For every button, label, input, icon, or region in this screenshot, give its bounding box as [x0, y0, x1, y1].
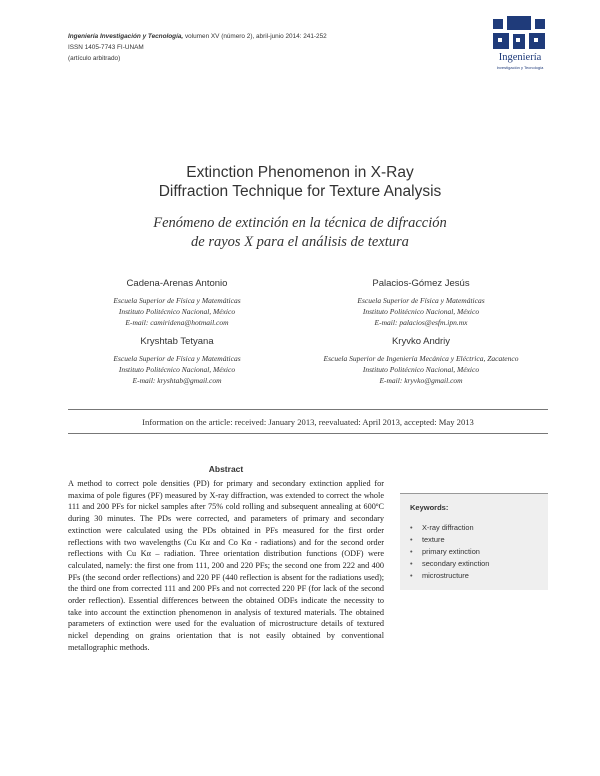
author-email: E-mail: camiridena@hotmail.com — [125, 318, 229, 327]
author-email: E-mail: kryvko@gmail.com — [379, 376, 463, 385]
author-block — [291, 278, 551, 328]
author-institution: Instituto Politécnico Nacional, México — [118, 307, 236, 316]
author-institution: Instituto Politécnico Nacional, México — [362, 365, 480, 374]
keyword-item: • primary extinction — [422, 546, 489, 558]
article-subtitle-line-2: de rayos X para el análisis de textura — [191, 234, 409, 250]
keyword-item: • secondary extinction — [422, 558, 489, 570]
abstract-heading: Abstract — [208, 464, 244, 474]
author-name: Kryshtab Tetyana — [140, 336, 214, 347]
author-block — [291, 336, 551, 386]
review-note: (artículo arbitrado) — [68, 55, 121, 62]
author-affiliation: Escuela Superior de Ingeniería Mecánica y Eléctrica, Zacatenco — [323, 354, 519, 363]
author-block — [47, 336, 307, 386]
author-name: Kryvko Andriy — [391, 336, 451, 347]
author-institution: Instituto Politécnico Nacional, México — [118, 365, 236, 374]
running-header — [68, 31, 327, 64]
article-subtitle-line-1: Fenómeno de extinción en la técnica de difracción — [153, 215, 447, 231]
keyword-item: • microstructure — [422, 570, 489, 582]
author-affiliation: Escuela Superior de Física y Matemáticas — [357, 296, 485, 305]
journal-issue: volumen XV (número 2), abril-junio 2014: 241-252 — [183, 33, 327, 40]
journal-name: Ingeniería Investigación y Tecnología, — [68, 33, 184, 40]
journal-citation — [68, 31, 327, 42]
article-title-line-1: Extinction Phenomenon in X-Ray — [186, 164, 414, 181]
keywords-box — [400, 493, 548, 590]
article-info: Information on the article: received: January 2013, reevaluated: April 2013, accepted: May 2013 — [142, 417, 474, 427]
logo-tagline: Investigación y Tecnología — [496, 65, 544, 70]
divider — [68, 433, 548, 434]
logo-wordmark: Ingeniería — [498, 52, 542, 63]
author-email: E-mail: palacios@esfm.ipn.mx — [374, 318, 468, 327]
author-affiliation: Escuela Superior de Física y Matemáticas — [113, 296, 241, 305]
author-institution: Instituto Politécnico Nacional, México — [362, 307, 480, 316]
author-email: E-mail: kryshtab@gmail.com — [132, 376, 222, 385]
author-name: Palacios-Gómez Jesús — [372, 278, 470, 289]
issn: ISSN 1405-7743 FI-UNAM — [68, 44, 144, 51]
article-title-line-2: Diffraction Technique for Texture Analysis — [158, 183, 442, 200]
keywords-heading: Keywords: — [410, 503, 449, 512]
divider — [68, 409, 548, 410]
keyword-item: • texture — [422, 534, 489, 546]
keyword-item: • X-ray diffraction — [422, 522, 489, 534]
author-affiliation: Escuela Superior de Física y Matemáticas — [113, 354, 241, 363]
keywords-list — [422, 522, 489, 582]
author-name: Cadena-Arenas Antonio — [126, 278, 228, 289]
author-block — [47, 278, 307, 328]
abstract-text: A method to correct pole densities (PD) for primary and secondary extinction applied for maxima of pole figures (PF) measured by X-ray diffraction, was extended to correct the whole 111 and 200 PFs for nickel samples after 75% cold rolling and subsequent annealing at 600ºC during 30 minutes. The PDs were corrected, and parameters of primary and secondary extinction were calculated using the PDs obtained in PFs measured for the first order reflections with two wavelengths (Cu Kα and Co Kα - radiations) and for the second order reflections with Cu Kα – radiation. Three orientation distribution functions (ODF) were calculated, namely: the first one from 111, 200 and 220 PFs; the second one from 222 and 400 PFs (the second order reflections) and 220 PF (440 reflection is absent for the radiations used); the third one from corrected 111 and 200 PFs and not corrected 220 PF (for lack of the second order reflection). Essential differences between the obtained ODFs indicate the necessity to take into account the extinction phenomenon in analysis of textured materials. The obtained parameters of extinction were used for the evaluation of microstructure details of textured nickel depending on grains orientation that is not easily obtained by conventional metallographic methods. — [68, 479, 384, 652]
